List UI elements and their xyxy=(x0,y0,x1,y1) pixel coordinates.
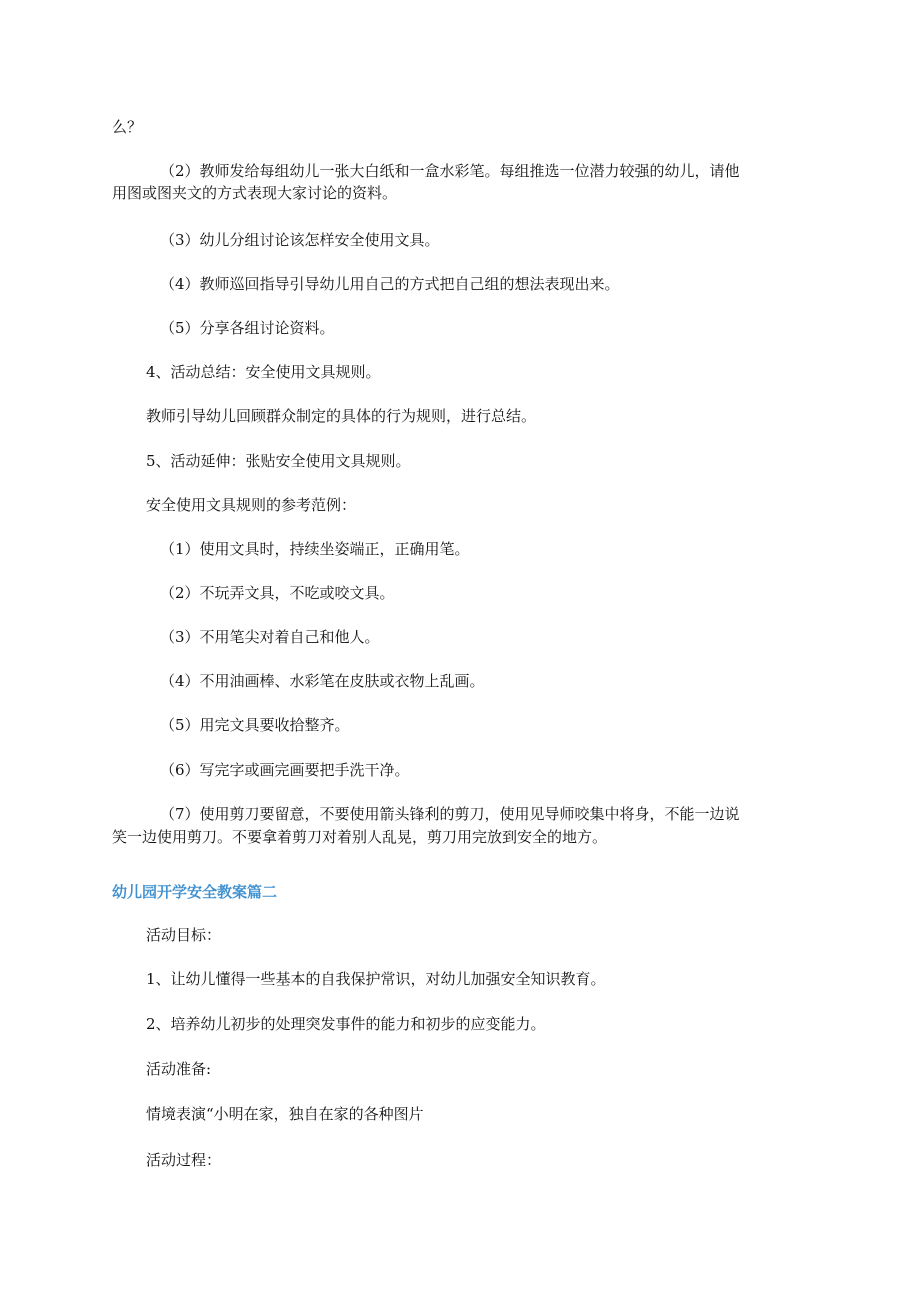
text-line: 活动目标： xyxy=(146,926,222,944)
text-line: （2）不玩弄文具，不吃或咬文具。 xyxy=(160,584,395,602)
text-line: 活动过程： xyxy=(146,1151,222,1169)
text-line: 5、活动延伸：张贴安全使用文具规则。 xyxy=(146,452,411,470)
text-line: （1）使用文具时，持续坐姿端正，正确用笔。 xyxy=(160,540,470,558)
text-line: 么？ xyxy=(112,118,143,136)
text-line: （5）用完文具要收拾整齐。 xyxy=(160,716,350,734)
text-line: （6）写完字或画完画要把手洗干净。 xyxy=(160,761,410,779)
text-line: 安全使用文具规则的参考范例： xyxy=(146,496,357,514)
text-line: （3）幼儿分组讨论该怎样安全使用文具。 xyxy=(160,231,440,249)
text-line: 活动准备: xyxy=(146,1060,212,1078)
text-line: 4、活动总结：安全使用文具规则。 xyxy=(146,363,381,381)
text-line: 教师引导幼儿回顾群众制定的具体的行为规则，进行总结。 xyxy=(146,407,537,425)
text-line: 用图或图夹文的方式表现大家讨论的资料。 xyxy=(112,184,398,202)
text-line: 2、培养幼儿初步的处理突发事件的能力和初步的应变能力。 xyxy=(146,1015,546,1033)
text-line: （5）分享各组讨论资料。 xyxy=(160,319,335,337)
text-line: （4）不用油画棒、水彩笔在皮肤或衣物上乱画。 xyxy=(160,672,485,690)
text-line: 1、让幼儿懂得一些基本的自我保护常识，对幼儿加强安全知识教育。 xyxy=(146,970,606,988)
text-line: 笑一边使用剪刀。不要拿着剪刀对着别人乱晃，剪刀用完放到安全的地方。 xyxy=(112,828,608,846)
section-heading: 幼儿园开学安全教案篇二 xyxy=(112,883,278,901)
text-line: （7）使用剪刀要留意，不要使用箭头锋利的剪刀，使用见导师咬集中将身，不能一边说 xyxy=(160,805,740,823)
text-line: （4）教师巡回指导引导幼儿用自己的方式把自己组的想法表现出来。 xyxy=(160,275,620,293)
text-line: 情境表演“小明在家，独自在家的各种图片 xyxy=(146,1105,424,1123)
text-line: （3）不用笔尖对着自己和他人。 xyxy=(160,628,380,646)
text-line: （2）教师发给每组幼儿一张大白纸和一盒水彩笔。每组推选一位潜力较强的幼儿，请他 xyxy=(160,162,740,180)
